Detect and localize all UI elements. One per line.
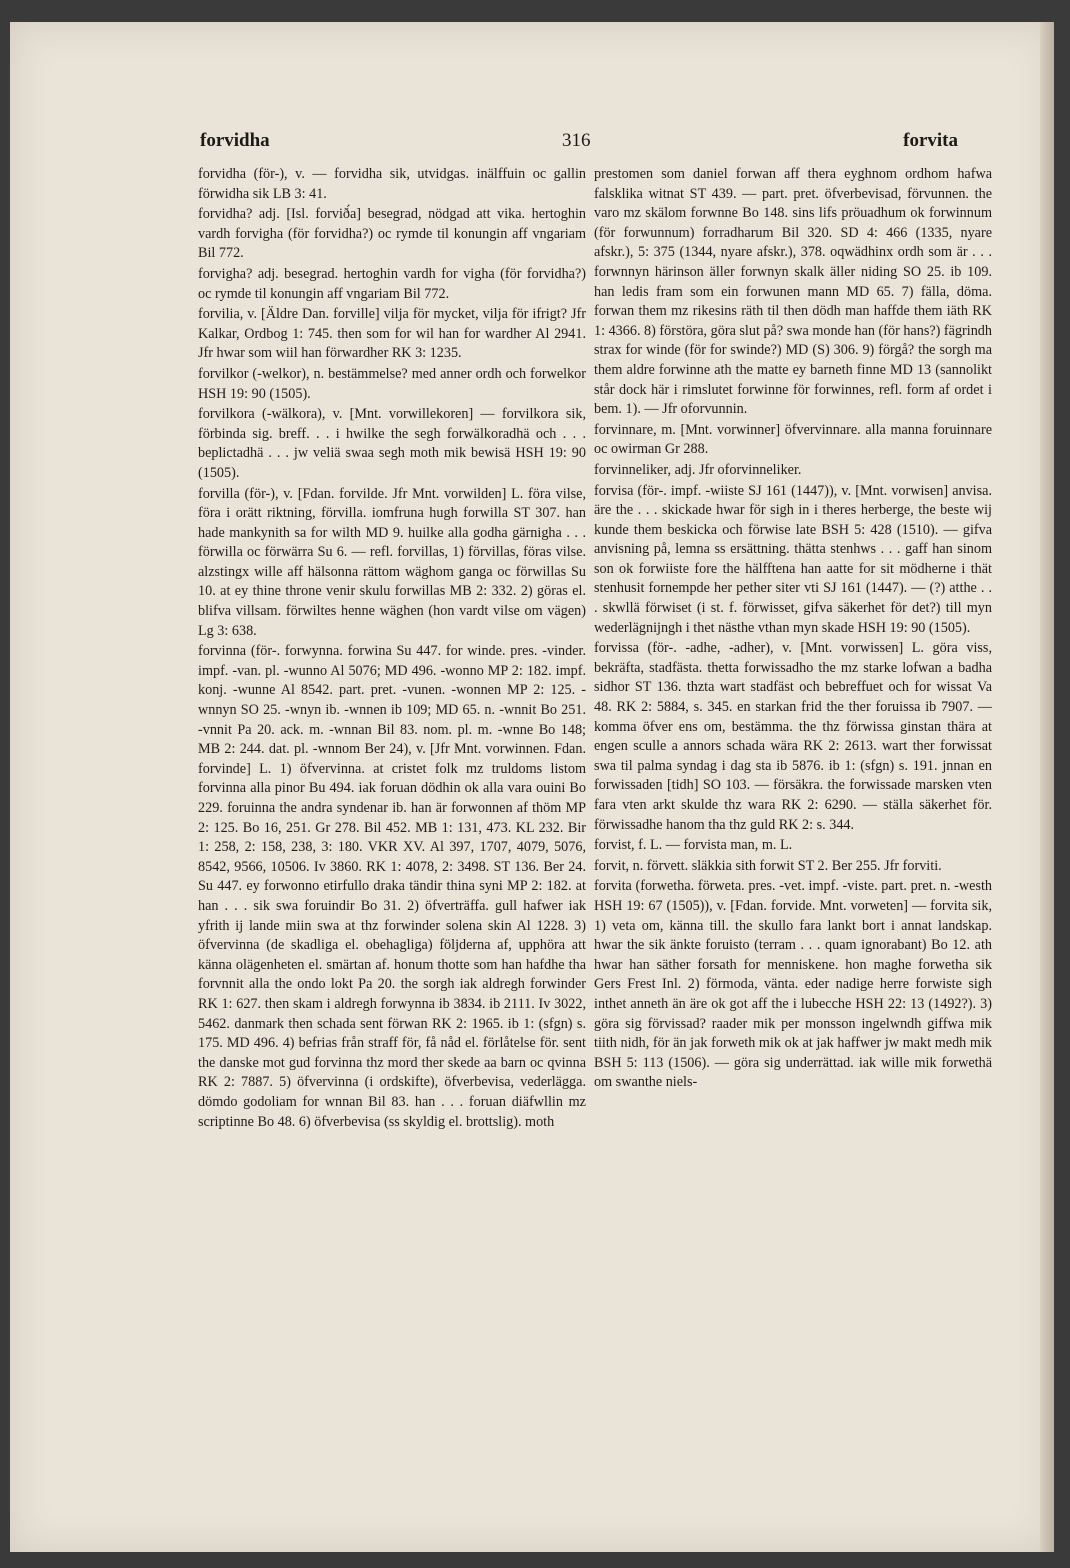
entry: forvilkor (-welkor), n. bestämmelse? med anner ordh och forwelkor HSH 19: 90 (1505). xyxy=(198,365,586,402)
entry: forvidha? adj. [Isl. forvið́a] besegrad, nödgad att vika. hertoghin vardh forvigha (för forvidha?) oc rymde til konungin aff vngariam Bil 772. xyxy=(198,206,586,262)
entry: forvinna (för-. forwynna. forwina Su 447. for winde. pres. -vinder. impf. -van. pl. -wunno Al 5076; MD 496. -wonno MP 2: 182. impf. konj. -wunne Al 8542. part. pret. -vunen. -wonnen MP 2: 125. -wnnyn SO 25. -wnyn ib. -wnnen ib 109; MD 65. n. -wnnit Bo 251. -vnnit Pa 20. ack. m. -wnnan Bil 83. nom. pl. m. -wnne Bo 148; MB 2: 244. dat. pl. -wnnom Ber 24), v. [Jfr Mnt. vorwinnen. Fdan. forvinde] L. 1) öfvervinna. at cristet folk mz truldoms listom forvinna alla pinor Bu 494. iak foruan dödhin ok alla vara ouini Bo 229. foruinna the andra syndenar ib. han är forwonnen af thöm MP 2: 125. Bo 16, 251. Gr 278. Bil 452. MB 1: 131, 473. KL 232. Bir 1: 258, 2: 158, 238, 3: 180. VKR XV. Al 397, 1707, 4079, 5076, 8542, 9566, 10506. Iv 3860. RK 1: 4078, 2: 3498. ST 136. Ber 24. Su 447. ey forwonno etirfullo draka tändir thina syni MP 2: 182. at han . . . sik swa foruindir Bo 31. 2) öfverträffa. gull hafwer iak yfrith ij lande miin swa at thz forwinder solena skin Al 1228. 3) öfvervinna (de skadliga el. obehagliga) följderna af, upphöra att känna olägenheten el. smärtan af. honum thotte som han hafdhe tha forvnnit alla the ondo lokt Pa 20. the sorgh iak aldregh forwinder RK 1: 627. then skam i aldregh forwynna ib 3834. ib 2111. Iv 3022, 5462. danmark then schada sent förwan RK 2: 1965. ib 1: (sfgn) s. 175. MD 496. 4) befrias från straff för, få nåd el. förlåtelse för. sent the danske mot gud forvinna thz mord ther skede aa barn oc qvinna RK 2: 7887. 5) öfvervinna (i ordskifte), öfverbevisa, vederlägga. dömdo godoliam for wnnan Bil 83. han . . . foruan diäfwllin mz scriptinne Bo 48. 6) öfverbevisa (ss skyldig el. brottslig). moth xyxy=(198,643,586,1130)
entry: forvist, f. L. — forvista man, m. L. xyxy=(594,837,793,854)
entry: forvisa (för-. impf. -wiiste SJ 161 (1447)), v. [Mnt. vorwisen] anvisa. äre the . . . skickade hwar för sigh in i theres herberge, the beste wij kunde them beskicka och förwise late BSH 5: 428 (1510). — gifva anvisning på, lemna ss ersättning. thätta stenhws . . . gaff han sinom son ok forwiiste fore the hälfftena han aatte for sit mödherne i thät stenhusit fornempde her pether siter vti SJ 161 (1447). — (?) atthe . . . skwllä förwiset (i st. f. förwisset, gifva säkerhet för det?) till myn wederlägnijngh i thet nästhe vthan myn skade HSH 19: 90 (1505). xyxy=(594,482,992,636)
entry: forvilia, v. [Äldre Dan. forville] vilja för mycket, vilja för ifrigt? Jfr Kalkar, Ordbog 1: 745. then som for wil han for wardher Al 2941. Jfr hwar som wiil han förwardher RK 3: 1235. xyxy=(198,306,586,362)
entry: forvissa (för-. -adhe, -adher), v. [Mnt. vorwissen] L. göra viss, bekräfta, stadfästa. thetta forwissadho the mz starke lofwan a badha sidhor ST 136. thzta wart stadfäst och bebreffuet och for wissat Va 48. RK 2: 5884, s. 345. en starkan frid the ther foruissa ib 7907. — komma öfver ens om, bestämma. the thz förwissa ginstan thära at engen sculle a annors schada wära RK 2: 2613. wart ther forwissat swa til palma syndag i dag sta ib 5876. ib 1: (sfgn) s. 191. jnnan en forwissaden [tidh] SO 103. — försäkra. the forwissade marsken vten fara vten arkt skulde thz wara RK 2: 6290. — ställa säkerhet för. förwissadhe hanom tha thz guld RK 2: s. 344. xyxy=(594,640,992,833)
header-right-word: forvita xyxy=(903,130,958,151)
left-column xyxy=(198,164,586,1404)
right-column xyxy=(594,164,992,1404)
page-edge xyxy=(1040,22,1054,1552)
dictionary-page xyxy=(10,22,1054,1552)
running-header xyxy=(10,130,1054,160)
entry: forvit, n. förvett. släkkia sith forwit ST 2. Ber 255. Jfr forviti. xyxy=(594,857,942,874)
header-left-word: forvidha xyxy=(200,130,270,151)
page-number: 316 xyxy=(562,130,591,151)
entry: forvinnare, m. [Mnt. vorwinner] öfvervinnare. alla manna foruinnare oc owirman Gr 288. xyxy=(594,421,992,458)
entry: forvigha? adj. besegrad. hertoghin vardh for vigha (för forvidha?) oc rymde til konungin aff vngariam Bil 772. xyxy=(198,265,586,302)
entry: forvinneliker, adj. Jfr oforvinneliker. xyxy=(594,461,802,478)
entry: forvilla (för-), v. [Fdan. forvilde. Jfr Mnt. vorwilden] L. föra vilse, föra i orätt riktning, förvilla. iomfruna hugh forwilla ST 307. han hade mankynith sa for wilth MD 9. huilke alla godha gärnigha . . . förwilla oc förwärra Su 6. — refl. forvillas, 1) förvillas, föras vilse. alzstingx wille aff hälsonna rättom wäghom ganga oc förwillas Su 10. at ey thine throne venir skulu forwillas MB 2: 332. 2) göras el. blifva villsam. förwiltes henne wäghen (hon vardt vilse om vägen) Lg 3: 638. xyxy=(198,485,586,639)
entry: forvilkora (-wälkora), v. [Mnt. vorwillekoren] — forvilkora sik, förbinda sig. breff. . . i hwilke the segh forwälkoradhä och . . . beplictadhä . . . jw veliä swaa segh moth mik bewisä HSH 19: 90 (1505). xyxy=(198,406,586,481)
entry: prestomen som daniel forwan aff thera eyghnom ordhom hafwa falsklika witnat ST 439. — part. pret. öfverbevisad, förvunnen. the varo mz skälom forwnne Bo 148. sins lifs pröuadhum ok forwinnum (för forwunnum) forradharum Bil 320. SD 4: 466 (1335, nyare afskr.), 5: 375 (1344, nyare afskr.), 378. oqwädhinx ordh som är . . . forwnnyn härinson äller forwnyn skalk äller niding SO 25. ib 109. han ledis fram som ein forwunen mann MD 65. 7) fälla, döma. forwan them mz rikesins räth til then dödh man haffde them iäth RK 1: 4366. 8) förstöra, göra slut på? swa monde han (för hans?) fägrindh strax for winde (för for swinde?) MD (S) 306. 9) förgå? the sorgh ma them aldre forwinne ath the matte ey barneth finne MD 13 (sannolikt står dock här i rimslutet forwinne för forwinnes, refl. form af ordet i bem. 1). — Jfr oforvunnin. xyxy=(594,166,992,418)
entry: forvidha (för-), v. — forvidha sik, utvidgas. inälffuin oc gallin förwidha sik LB 3: 41. xyxy=(198,166,586,202)
entry: forvita (forwetha. förweta. pres. -vet. impf. -viste. part. pret. n. -westh HSH 19: 67 (1505)), v. [Fdan. forvide. Mnt. vorweten] — forvita sik, 1) veta om, känna till. the skullo fara lankt bort i annat landskap. hwar the sik änkte foruisto (terram . . . quam ignorabant) Bo 12. ath hwar han säther forsath for menniskene. hon maghe forwetha sik Gers Frest Inl. 2) förmoda, vänta. eder nadige herre forwiste sigh inthet anneth än äre ok got aff the i lubecche HSH 22: 13 (1492?). 3) göra sig förvissad? raader mik per monsson ingelwndh giffwa mik tiith nidh, för än jak forweth mik ok at jak haffwer jw makt medh mik BSH 5: 113 (1506). — göra sig underrättad. iak wille mik forwethä om swanthe niels- xyxy=(594,878,992,1091)
